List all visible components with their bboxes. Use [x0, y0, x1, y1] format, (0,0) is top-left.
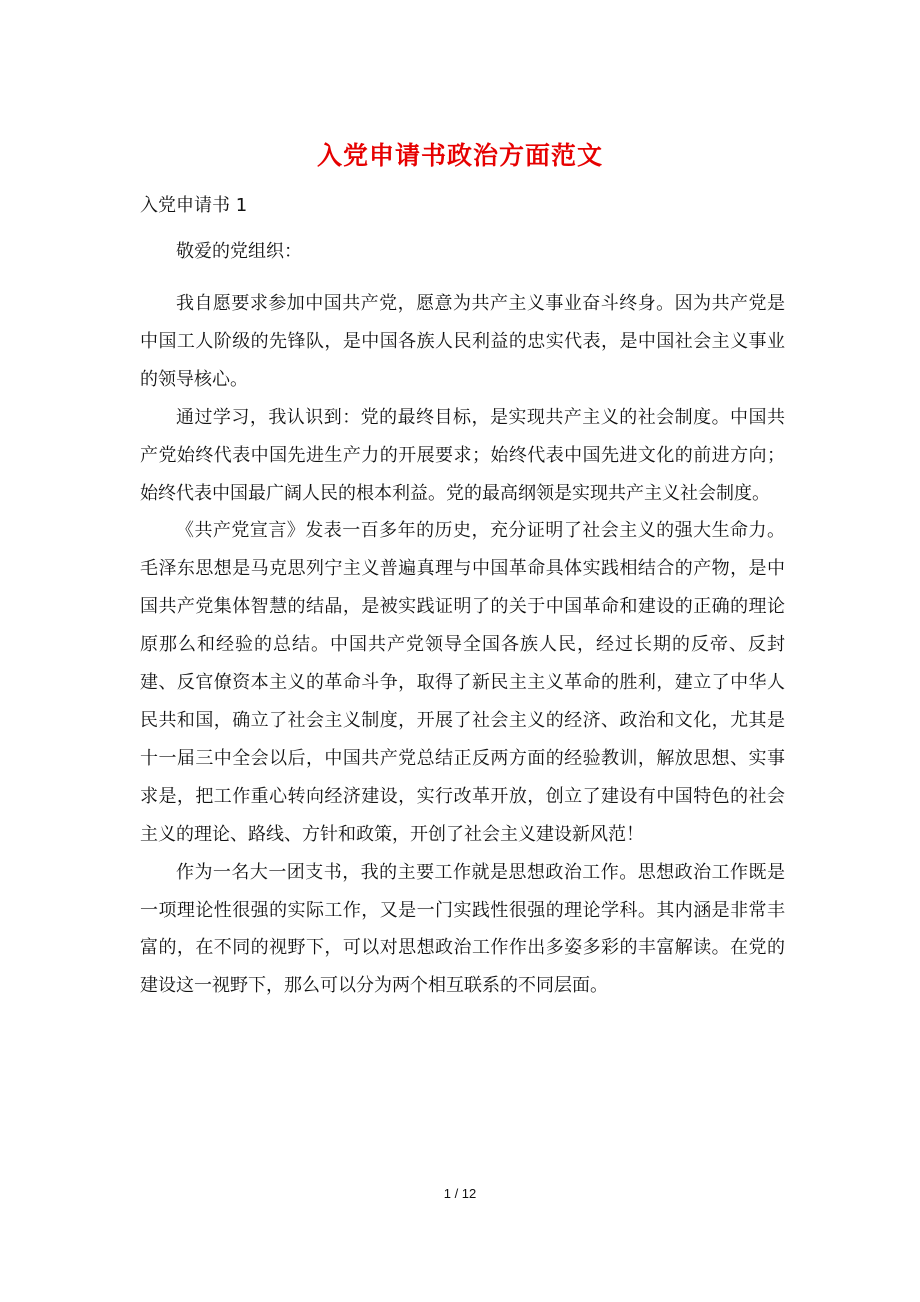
paragraph-1: 我自愿要求参加中国共产党，愿意为共产主义事业奋斗终身。因为共产党是中国工人阶级的先锋队，是中国各族人民利益的忠实代表，是中国社会主义事业的领导核心。: [140, 293, 785, 390]
document-title: 入党申请书政治方面范文: [316, 141, 603, 170]
document-body: [140, 238, 785, 1005]
paragraph-4: 作为一名大一团支书，我的主要工作就是思想政治工作。思想政治工作既是一项理论性很强的实际工作，又是一门实践性很强的理论学科。其内涵是非常丰富的，在不同的视野下，可以对思想政治工作作出多姿多彩的丰富解读。在党的建设这一视野下，那么可以分为两个相互联系的不同层面。: [140, 861, 785, 997]
page-number: 1 / 12: [443, 1186, 477, 1201]
salutation: 敬爱的党组织：: [176, 241, 302, 262]
paragraph-2: 通过学习，我认识到：党的最终目标，是实现共产主义的社会制度。中国共产党始终代表中国先进生产力的开展要求；始终代表中国先进文化的前进方向；始终代表中国最广阔人民的根本利益。党的最高纲领是实现共产主义社会制度。: [140, 406, 785, 504]
document-subtitle: 入党申请书 1: [140, 195, 248, 216]
paragraph-3: 《共产党宣言》发表一百多年的历史，充分证明了社会主义的强大生命力。毛泽东思想是马克思列宁主义普遍真理与中国革命具体实践相结合的产物，是中国共产党集体智慧的结晶，是被实践证明了的关于中国革命和建设的正确的理论原那么和经验的总结。中国共产党领导全国各族人民，经过长期的反帝、反封建、反官僚资本主义的革命斗争，取得了新民主主义革命的胜利，建立了中华人民共和国，确立了社会主义制度，开展了社会主义的经济、政治和文化，尤其是十一届三中全会以后，中国共产党总结正反两方面的经验教训，解放思想、实事求是，把工作重心转向经济建设，实行改革开放，创立了建设有中国特色的社会主义的理论、路线、方针和政策，开创了社会主义建设新风范！: [140, 520, 785, 845]
